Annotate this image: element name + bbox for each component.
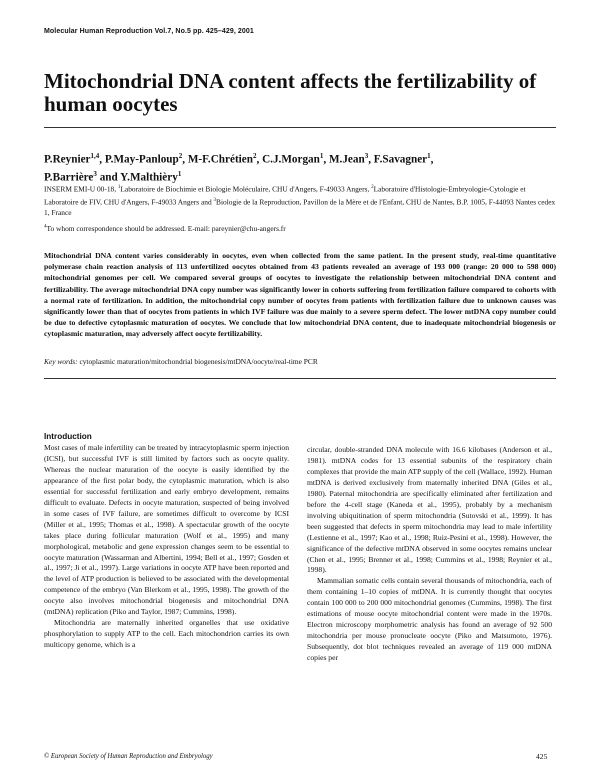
paragraph: Mitochondria are maternally inherited organelles that use oxidative phosphorylation to supply ATP to the cell. Each mitochondrion carries its own multicopy genome, which is a (44, 618, 289, 650)
paragraph: Most cases of male infertility can be treated by intracytoplasmic sperm injection (ICSI), but successful IVF is still limited by factors such as oocyte quality. Whereas the nuclear maturation of the oocyte is easily identified by the appearance of the first polar body, the cytoplasmic maturation, which is also essential for successful fertilization and early embryo development, remains difficult to evaluate. Defects in oocyte maturation, suspected of being involved in some cases of IVF failure, are sometimes difficult to overcome by ICSI (Miller et al., 1995; Thomas et al., 1998). A spectacular growth of the oocyte takes place during follicular maturation (Wolf et al., 1995) and many morphological, metabolic and gene expression changes seem to be essential to oocyte maturation (Wassarman and Albertini, 1994; Bell et al., 1997; Gosden et al., 1997; Ji et al., 1997). Large variations in oocyte ATP have been reported and the level of ATP production is believed to be associated with the developmental competence of the embryo (Van Blerkom et al., 1995, 1998). The growth of the oocyte also involves mitochondrial biogenesis and mitochondrial DNA (mtDNA) replication (Piko and Taylor, 1987; Cummins, 1998). (44, 443, 289, 617)
copyright-footer: © European Society of Human Reproduction and Embryology (44, 753, 213, 760)
article-title: Mitochondrial DNA content affects the fertilizability of human oocytes (44, 69, 537, 116)
paragraph: circular, double-stranded DNA molecule with 16.6 kilobases (Anderson et al., 1981). mtDNA codes for 13 essential subunits of the respiratory chain complexes that provide the main ATP supply of the cell (Wallace, 1992). Human mtDNA is derived exclusively from maternally inherited DNA (Giles et al., 1980). Paternal mitochondria are specifically eliminated after fertilization and before the 4-cell stage (Kaneda et al., 1995), probably by a mechanism involving ubiquitination of sperm mitochondria (Sutovski et al., 1999). It has been suggested that defects in sperm mitochondria may lead to male infertility (Lestienne et al., 1997; Kao et al., 1998; Ruiz-Pesini et al., 1998). However, the significance of the defective mtDNA observed in some oocytes remains unclear (Chen et al., 1995; Brenner et al., 1998; Cummins et al., 1998; Reynier et al., 1998). (307, 445, 552, 575)
keywords-text: cytoplasmic maturation/mitochondrial biogenesis/mtDNA/oocyte/real-time PCR (77, 357, 318, 366)
author-line-2: P.Barrière$^3$ and Y.Malthièry$^1$ (44, 169, 182, 184)
left-column (44, 443, 289, 651)
title-rule (44, 127, 556, 128)
section-heading-introduction: Introduction (44, 432, 92, 441)
keywords-label: Key words: (44, 357, 78, 366)
author-list (44, 149, 556, 184)
correspondence-note: $^4$To whom correspondence should be addressed. E-mail: pareynier@chu-angers.fr (44, 224, 286, 233)
author-line-1: P.Reynier$^{1,4}$, P.May-Panloup$^2$, M-F.Chrétien$^2$, C.J.Morgan$^1$, M.Jean$^3$, F.Savagner$^1$, (44, 152, 434, 166)
abstract-rule (44, 378, 556, 379)
right-column (307, 445, 552, 664)
affiliations: INSERM EMI-U 00-18, $^1$Laboratoire de Biochimie et Biologie Moléculaire, CHU d'Angers, F-49033 Angers, $^2$Laboratoire d'Histologie-Embryologie-Cytologie et Laboratoire de FIV, CHU d'Angers, F-49033 Angers and $^3$Biologie de la Reproduction, Pavillon de la Mère et de l'Enfant, CHU de Nantes, B.P. 1005, F-44093 Nantes cedex 1, France (44, 184, 556, 218)
keywords (44, 357, 556, 366)
journal-header: Molecular Human Reproduction Vol.7, No.5 pp. 425–429, 2001 (44, 28, 254, 35)
page-number: 425 (536, 752, 548, 761)
abstract: Mitochondrial DNA content varies considerably in oocytes, even when collected from the same patient. In the present study, real-time quantitative polymerase chain reaction analysis of 113 unfertilized oocytes obtained from 43 patients revealed an average of 193 000 (range: 20 000 to 598 000) mitochondrial genomes per cell. We compared several groups of oocytes to investigate the relationship between mitochondrial DNA content and fertilizability. The average mitochondrial DNA copy number was significantly lower in cohorts suffering from fertilization failure compared to cohorts with a normal rate of fertilization. In addition, the mitochondrial copy number of oocytes from patients with fertilization failure due to unknown causes was significantly lower than that of oocytes from patients in which IVF failure was due mainly to a severe sperm defect. The lower mtDNA copy number could be due to defective cytoplasmic maturation of oocytes. We conclude that low mitochondrial DNA content, due to inadequate mitochondrial biogenesis or cytoplasmic maturation, may adversely affect oocyte fertilizability. (44, 251, 556, 339)
paragraph: Mammalian somatic cells contain several thousands of mitochondria, each of them containing 1–10 copies of mtDNA. It is currently thought that oocytes contain 100 000 to 200 000 mitochondrial genomes (Cummins, 1998). The first estimations of mouse oocyte mitochondrial content were made in the 1970s. Electron microscopy morphometric analysis has found an average of 92 500 mitochondria per mouse pronucleate oocyte (Piko and Matsumoto, 1976). Subsequently, dot blot techniques revealed an average of 119 000 mtDNA copies per (307, 576, 552, 663)
